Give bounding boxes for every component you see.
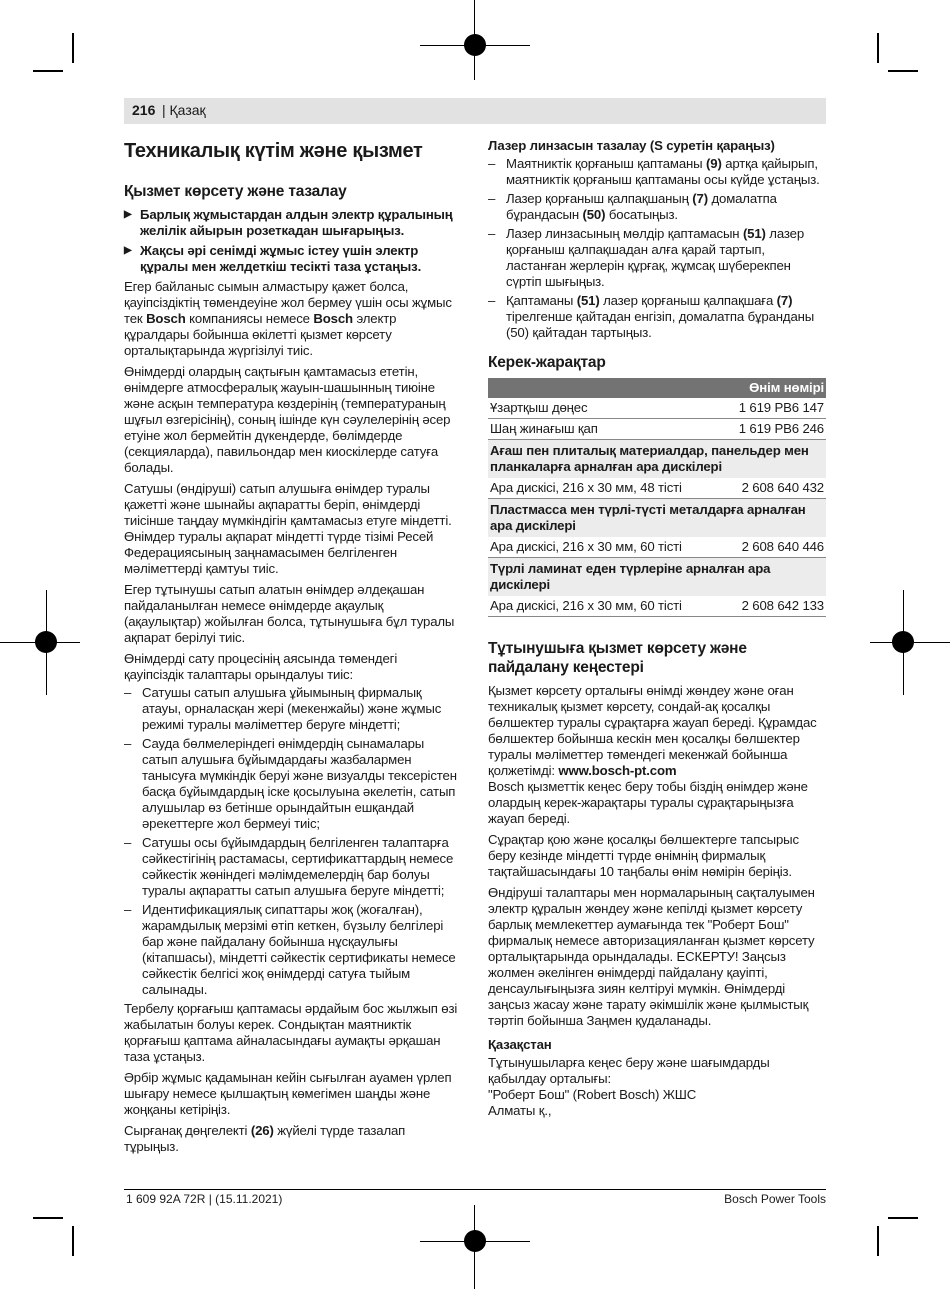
table-group-row [488, 558, 826, 597]
laser-steps-list [488, 156, 826, 341]
footer-brand: Bosch Power Tools [724, 1192, 826, 1206]
product-name: Ара дискісі, 216 x 30 мм, 60 тісті [488, 537, 697, 558]
paragraph: "Роберт Бош" (Robert Bosch) ЖШС [488, 1087, 697, 1102]
product-number: 1 619 PB6 246 [697, 419, 826, 440]
product-number: 2 608 640 446 [697, 537, 826, 558]
paragraph: Сатушы (өндіруші) сатып алушыға өнімдер туралы қажетті және шынайы ақпаратты беріп, өнімдерді тиісінше таңдау мүмкіндігін қамтамасыз етуге міндетті. Өнімдер туралы ақпарат міндетті түрде тізімі Ресей Федерациясының заңнамасымен белгіленген мәліметтерді қамтуы тиіс. [124, 481, 452, 576]
laser-cleaning-title: Лазер линзасын тазалау (S суретін қараңыз) [488, 138, 775, 153]
registration-dot [892, 631, 914, 653]
paragraph: Алматы қ., [488, 1103, 552, 1118]
laser-step: – Лазер линзасының мөлдір қаптамасын (51) лазер қорғаныш қалпақшадан алға қарай тартып, ластанған жерлерін құрғақ, жұмсақ шүберекпен сүртіп шығыңыз. [488, 226, 826, 290]
right-column [488, 138, 826, 1124]
crop-mark [33, 1217, 63, 1219]
registration-dot [464, 1230, 486, 1252]
list-item: – Идентификациялық сипаттары жоқ (жоғалған), жарамдылық мерзімі өтіп кеткен, бүзылу белгілері бар және пайдалану бойынша нұсқаулығы (кітапшасы), міндетті сәйкестік сертификаты немесе сәйкестік белгісі жоқ өнімдерді сатуға тыйым салынады. [124, 902, 460, 998]
accessories-title: Керек-жарақтар [488, 354, 606, 371]
crop-mark [888, 70, 918, 72]
page-title: Техникалық күтім және қызмет [124, 140, 423, 162]
laser-step: – Маятниктік қорғаныш қаптаманы (9) артқа қайырып, маятниктік қорғаныш қаптаманы осы күйде ұстаңыз. [488, 156, 826, 188]
warning-item: ▶ Жақсы әрі сенімді жұмыс істеу үшін электр құралы мен желдеткіш тесікті таза ұстаңыз. [124, 243, 460, 275]
paragraph: Егер байланыс сымын алмастыру қажет болса, қауіпсіздіктің төмендеуіне жол бермеу үшін осы жұмыс тек Bosch компаниясы немесе Bosch электр құралдары бойынша өкілетті қызмет көрсету орталықтарында жүргізілуі тиіс. [124, 279, 452, 358]
group-label: Пластмасса мен түрлі-түсті металдарға арналған ара дискілері [488, 499, 826, 538]
footer-doc-number: 1 609 92A 72R | (15.11.2021) [126, 1192, 283, 1206]
product-name: Шаң жинағыш қап [488, 419, 697, 440]
paragraph: Өндіруші талаптары мен нормаларының сақталуымен электр құралын жөндеу және кепілді қызмет көрсету барлық мемлекеттер аумағында тек "Роберт Бош" фирмалық немесе авторизацияланған қызмет көрсету орталықтарында орындалады. ЕСКЕРТУ! Заңсыз жолмен әкелінген өнімдерді пайдалану қауіпті, денсаулығыңызға зиян келтіруі мүмкін. Өнімдерді заңсыз жасау және тарату әкімшілік және қылмыстық тәртіп бойынша Заңмен қудаланады. [488, 885, 815, 1028]
product-name: Ара дискісі, 216 x 30 мм, 60 тісті [488, 596, 697, 617]
laser-step: – Лазер қорғаныш қалпақшаның (7) домалатпа бұрандасын (50) босатыңыз. [488, 191, 826, 223]
product-number: 2 608 640 432 [697, 478, 826, 499]
paragraph: Сұрақтар қою және қосалқы бөлшектерге тапсырыс беру кезінде міндетті түрде өнімнің фирмалық тақтайшасындағы 10 таңбалы өнім нөмірін беріңіз. [488, 832, 799, 879]
table-row [488, 398, 826, 419]
warning-list [124, 207, 460, 275]
table-header-row [488, 378, 826, 398]
table-group-row [488, 499, 826, 538]
crop-mark [877, 33, 879, 63]
product-number: 2 608 642 133 [697, 596, 826, 617]
crop-mark [888, 1217, 918, 1219]
page-number: 216 [132, 102, 156, 118]
paragraph: Өнімдерді сату процесінің аясында төмендегі қауіпсіздік талаптары орындалуы тиіс: [124, 651, 398, 682]
product-name: Ұзартқыш дөңес [488, 398, 697, 419]
page-header-bar [124, 98, 826, 124]
product-name: Ара дискісі, 216 x 30 мм, 48 тісті [488, 478, 697, 499]
crop-mark [72, 1226, 74, 1256]
paragraph: Әрбір жұмыс қадамынан кейін сығылған ауамен үрлеп шығару немесе қылшақтың көмегімен шаңды және жоңқаны кетіріңіз. [124, 1070, 452, 1117]
table-row [488, 419, 826, 440]
table-row [488, 537, 826, 558]
paragraph: Қызмет көрсету орталығы өнімді жөндеу және оған техникалық қызмет көрсету, сондай-ақ қосалқы бөлшектер туралы сұрақтарға жауап береді. Құрамдас бөлшектер бойынша кескін мен қосалқы бөлшектер туралы мәліметтер төмендегі мекенжай бойынша қолжетімді: www.bosch-pt.com [488, 683, 817, 778]
warning-item: ▶ Барлық жұмыстардан алдын электр құралының желілік айырын розеткадан шығарыңыз. [124, 207, 460, 239]
crop-mark [72, 33, 74, 63]
list-item: – Сатушы осы бұйымдардың белгіленген талаптарға сәйкестігінің растамасы, сертификаттардың немесе сәйкестік жөніндегі мәлімдемелердің бар болуы туралы ақпаратты сатып алушыға беруге міндетті; [124, 835, 460, 899]
registration-dot [35, 631, 57, 653]
group-label: Ағаш пен плиталық материалдар, панельдер мен планкаларға арналған ара дискілері [488, 440, 826, 479]
paragraph: Тұтынушыларға кеңес беру және шағымдарды қабылдау орталығы: [488, 1055, 770, 1086]
country-heading: Қазақстан [488, 1037, 552, 1052]
list-item: – Сатушы сатып алушыға ұйымының фирмалық атауы, орналасқан жері (мекенжайы) және жұмыс режимі туралы мәліметтер беруге міндетті; [124, 685, 460, 733]
paragraph: Тербелу қорғағыш қаптамасы әрдайым бос жылжып өзі жабылатын болуы керек. Сондықтан маятниктік қорғағыш қаптама айналасындағы аумақты әрқашан таза ұстаңыз. [124, 1001, 458, 1064]
website-link[interactable]: www.bosch-pt.com [558, 763, 677, 778]
table-row [488, 596, 826, 617]
crop-mark [33, 70, 63, 72]
group-label: Түрлі ламинат еден түрлеріне арналған ара дискілері [488, 558, 826, 597]
list-item: – Сауда бөлмелеріндегі өнімдердің сынамалары сатып алушыға бұйымдардағы жазбалармен танысуға мүмкіндік беруі және визуалды тексерістен басқа бұйымдардың іске қосылуына әкелетін, сатып алушылар өз бетінше орындайтын ешқандай әрекеттерге жол бермеуі тиіс; [124, 736, 460, 832]
paragraph: Егер тұтынушы сатып алатын өнімдер әлдеқашан пайдаланылған немесе өнімдерде ақаулық (ақаулықтар) жойылған болса, тұтынушыға бұл туралы ақпарат берілуі тиіс. [124, 582, 455, 645]
registration-dot [464, 34, 486, 56]
laser-step: – Қаптаманы (51) лазер қорғаныш қалпақшаға (7) тірелгенше қайтадан енгізіп, домалатпа бұранданы (50) қайтадан тартыңыз. [488, 293, 826, 341]
product-number: 1 619 PB6 147 [697, 398, 826, 419]
product-number-header: Өнім нөмірі [488, 378, 826, 398]
paragraph: Bosch қызметтік кеңес беру тобы біздің өнімдер және олардың керек-жарақтары туралы сұрақтарыңызға жауап береді. [488, 779, 808, 826]
section-title: Қызмет көрсету және тазалау [124, 183, 347, 200]
service-title: Тұтынушыға қызмет көрсету және пайдалану кеңестері [488, 640, 747, 676]
left-column [124, 138, 460, 1160]
page-language: | Қазақ [162, 102, 206, 118]
crop-mark [877, 1226, 879, 1256]
table-row [488, 478, 826, 499]
paragraph: Сырғанақ дөңгелекті (26) жүйелі түрде тазалап тұрыңыз. [124, 1123, 406, 1154]
paragraph: Өнімдерді олардың сақтығын қамтамасыз ететін, өнімдерге атмосфералық жауын-шашынның тиюіне және асқын температура көздерінің (температураның шұғыл өзгерісінің), соның ішінде күн сәулелерінің әсер етуіне жол бермейтін дүкендерде, бөлімдерде (секцияларда), павильондар мен киоскілерде сатуға болады. [124, 364, 451, 475]
requirements-list [124, 685, 460, 998]
accessories-table [488, 378, 826, 617]
footer-divider [124, 1189, 826, 1190]
table-group-row [488, 440, 826, 479]
